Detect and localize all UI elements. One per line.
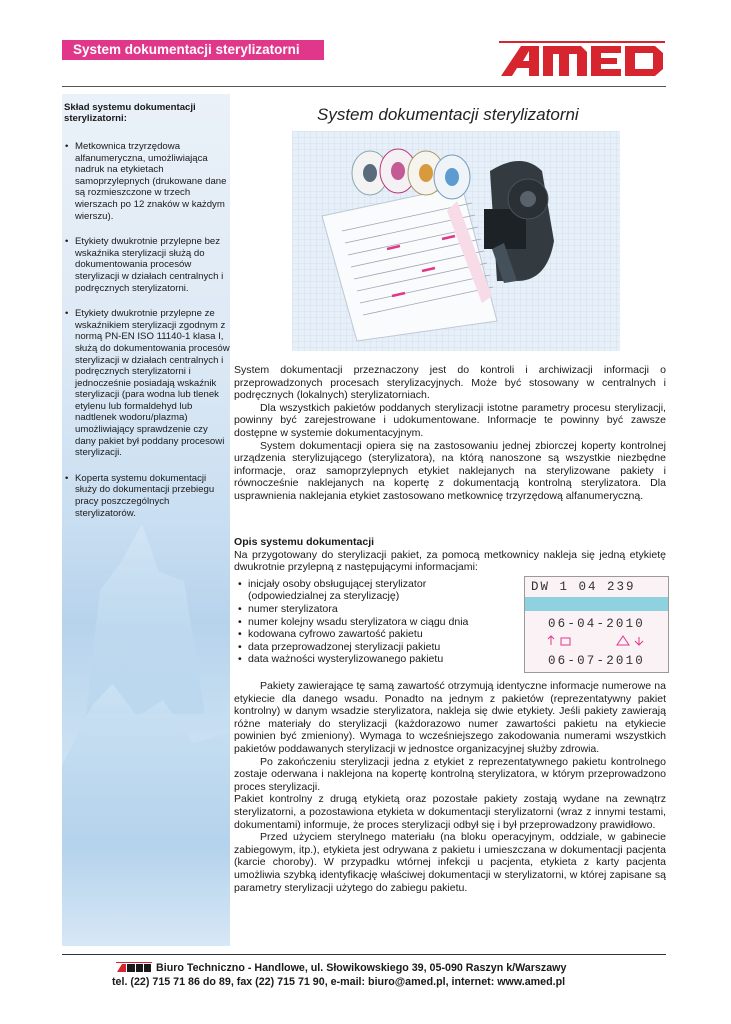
sidebar-panel (62, 94, 230, 946)
intro-section (234, 364, 666, 503)
body-section (234, 680, 666, 894)
sidebar-item: • Koperta systemu dokumentacji służy do dokumentacji przebiegu pracy poszczególnych sterylizatorów. (64, 473, 230, 519)
ice-shelf-background (62, 684, 230, 946)
label-line-1: DW 1 04 239 (531, 580, 636, 594)
sidebar-item: • Etykiety dwukrotnie przylepne bez wskaźnika sterylizacji służą do dokumentowania procesów sterylizacji w działach centralnych i podręcznych sterylizatorni. (64, 236, 230, 294)
body-paragraph: Przed użyciem sterylnego materiału (na bloku operacyjnym, oddziale, w gabinecie zabiegowym, itp.), etykieta jest odrywana z pakietu i umieszczana w dokumentacji pacjenta (karcie choroby). W przypadku wtórnej infekcji u pacjenta, etykieta z karty pacjenta umożliwia szybką identyfikację właściwej dokumentacji w sterylizatorni, w której zapisane są parametry sterylizacji użytego do zabiegu pakietu. (234, 831, 666, 894)
header-title-band (62, 40, 324, 60)
list-item: • numer sterylizatora (234, 603, 504, 616)
list-item: • inicjały osoby obsługującej sterylizator (odpowiedzialnej za sterylizację) (234, 578, 504, 603)
sterilization-symbols-icon (525, 633, 668, 649)
sidebar-title: Skład systemu dokumentacji sterylizatorni: (64, 102, 196, 124)
body-paragraph: Pakiety zawierające tę samą zawartość otrzymują identyczne informacje numerowe na etykiecie dla danego wsadu. Ponadto na jednym z pakietów (reprezentatywny pakiet kontrolny) w danym wsadzie sterylizatora, nakleja się dwie etykiety. Jeśli pakiety zawierają różne materiały do sterylizacji (każdorazowo numer zawartości pakietu na etykiecie powinien być zmieniony). Wymaga to wcześniejszego zakodowania numerami wszystkich pakietów poddawanych sterylizacji w jednostce organizacyjnej służby zdrowia. (234, 680, 666, 755)
intro-paragraph: System dokumentacji przeznaczony jest do kontroli i archiwizacji informacji o przeprowadzonych procesach sterylizacyjnych. Może być stosowany w centralnych i podręcznych (lokalnych) sterylizatorniach. (234, 364, 666, 402)
sidebar-item: • Metkownica trzyrzędowa alfanumeryczna, umożliwiająca nadruk na etykietach samoprzylepnych (drukowane dane są rozmieszczone w trzech wierszach po 12 znaków w każdym wierszu). (64, 141, 230, 222)
label-symbols-row (525, 633, 668, 649)
footer-contact: tel. (22) 715 71 86 do 89, fax (22) 715 71 90, e-mail: biuro@amed.pl, internet: www.amed.pl (112, 976, 566, 988)
label-indicator-strip (525, 597, 668, 611)
body-paragraph: Pakiet kontrolny z drugą etykietą oraz pozostałe pakiety zostają wydane na zewnątrz sterylizatorni, a pozostawiona etykieta w dokumentacji sterylizatorni (wraz z innymi testami, dokumentami) informuje, że proces sterylizacji odbył się i był przeprowadzony prawidłowo. (234, 793, 666, 831)
intro-paragraph: Dla wszystkich pakietów poddanych sterylizacji istotne parametry procesu sterylizacji, powinny być zarejestrowane i udokumentowane. Informacje te powinny być zawsze dostępne w systemie dokumentacyjnym. (234, 401, 666, 439)
section-heading: Opis systemu dokumentacji (234, 536, 375, 548)
product-photo (292, 131, 620, 351)
list-item: • kodowana cyfrowo zawartość pakietu (234, 628, 504, 641)
sample-label (524, 576, 669, 673)
list-item: • data ważności wysterylizowanego pakietu (234, 653, 504, 666)
intro-paragraph: System dokumentacji opiera się na zastosowaniu jednej zbiorczej koperty kontrolnej urządzenia sterylizującego (sterylizatora), na którą nanoszone są wszystkie niezbędne informacje, oraz samoprzylepnych etykiet naklejanych na sterylizowane pakiety i równocześnie naklejanych na kopertę z dokumentacją kontrolną sterylizatora. Dla usprawnienia naklejania etykiet zastosowano metkownicę trzyrzędową alfanumeryczną. (234, 439, 666, 502)
footer-rule (62, 954, 666, 955)
list-item: • data przeprowadzonej sterylizacji pakietu (234, 641, 504, 654)
header-rule (62, 86, 666, 87)
label-line-2: 06-04-2010 (547, 617, 645, 631)
body-paragraph: Po zakończeniu sterylizacji jedna z etykiet z reprezentatywnego pakietu kontrolnego zostaje oderwana i naklejona na kopertę kontrolną sterylizatora, w którym przeprowadzono proces sterylizacji. (234, 755, 666, 793)
amed-mini-logo (116, 962, 152, 972)
footer-address (116, 962, 566, 974)
label-info-list (234, 578, 504, 666)
footer-line-1: Biuro Techniczno - Handlowe, ul. Słowikowskiego 39, 05-090 Raszyn k/Warszawy (156, 962, 567, 974)
label-line-3: 06-07-2010 (547, 654, 645, 668)
amed-logo (497, 38, 667, 80)
section-intro: Na przygotowany do sterylizacji pakiet, za pomocą metkownicy nakleja się jedną etykietę dwukrotnie przylepną z następującymi informacjami: (234, 548, 666, 574)
sidebar-item: • Etykiety dwukrotnie przylepne ze wskaźnikiem sterylizacji zgodnym z normą PN-EN ISO 11140-1 klasa I, służą do dokumentowania procesów sterylizacji w działach centralnych i podręcznych sterylizatorni i jednocześnie posiadają wskaźnik sterylizacji (para wodna lub tlenek etylenu lub formaldehyd lub nadtlenek wodoru/plazma) umożliwiający sprawdzenie czy dany pakiet był poddany procesowi sterylizacji. (64, 308, 230, 459)
sidebar-list (64, 141, 230, 519)
list-item: • numer kolejny wsadu sterylizatora w ciągu dnia (234, 616, 504, 629)
iceberg-background (72, 524, 212, 714)
document-title: System dokumentacji sterylizatorni (317, 105, 579, 124)
header-title: System dokumentacji sterylizatorni (73, 42, 300, 57)
